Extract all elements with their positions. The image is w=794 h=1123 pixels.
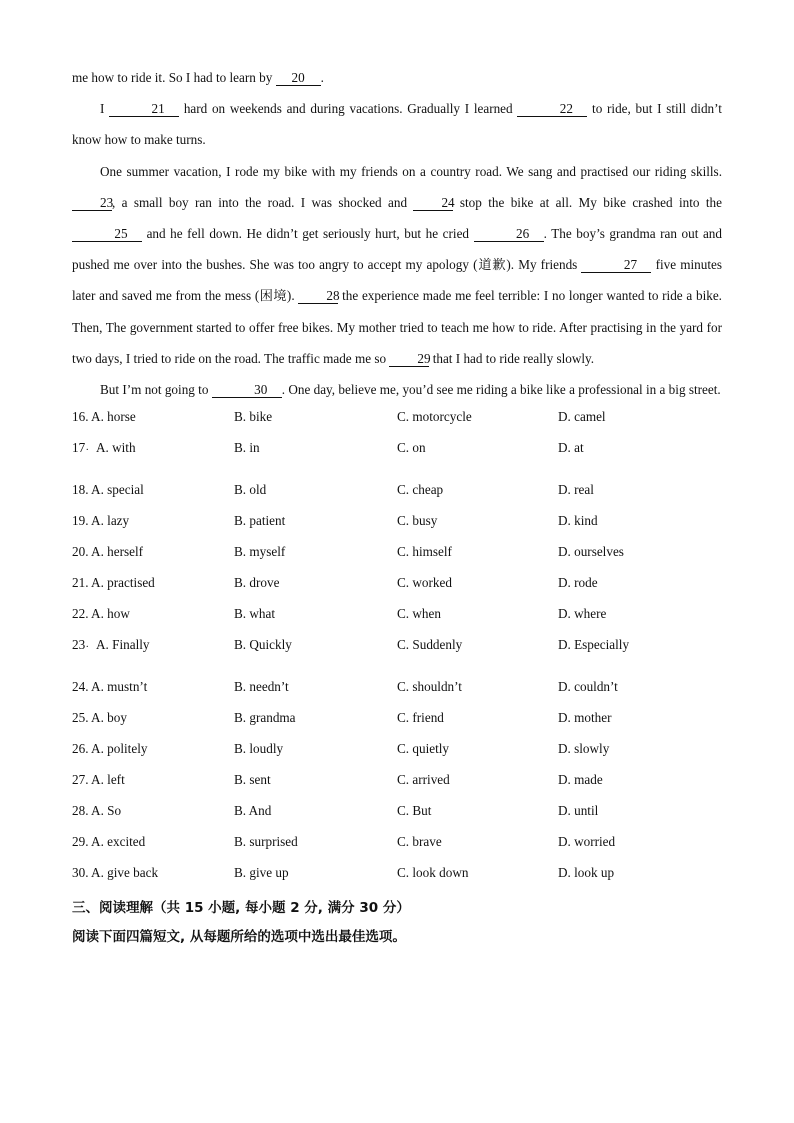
option-b: B. Quickly	[234, 637, 292, 653]
passage-text: to ride, but I still didn’t know how to make turns.	[72, 101, 722, 148]
option-d: D. real	[558, 482, 594, 498]
passage-text: stop the bike at all. My bike crashed into the	[453, 194, 722, 210]
passage-text: , a small boy ran into the road. I was shocked and	[112, 194, 414, 210]
option-d: D. look up	[558, 865, 615, 881]
blank-22: 22	[517, 101, 587, 117]
passage-text: . The boy’s grandma ran out and pushed me over into the bushes. She was too angry to accept my apology (道歉). My friends	[72, 226, 722, 273]
option-a: 28. A. So	[72, 803, 122, 819]
option-c: C. busy	[397, 513, 438, 529]
question-number: 17	[72, 440, 86, 456]
option-b: B. bike	[234, 409, 273, 425]
passage-paragraph-1	[72, 62, 722, 93]
question-number: 23	[72, 637, 86, 653]
option-a: 22. A. how	[72, 606, 130, 622]
option-b: B. needn’t	[234, 679, 289, 695]
option-c: C. But	[397, 803, 432, 819]
option-b: B. myself	[234, 544, 286, 560]
section-title: 三、阅读理解（共 15 小题, 每小题 2 分, 满分 30 分）	[72, 900, 410, 917]
option-a: 27. A. left	[72, 772, 125, 788]
option-a: 29. A. excited	[72, 834, 146, 850]
question-row-27	[72, 770, 722, 801]
option-c: C. himself	[397, 544, 452, 560]
blank-29: 29	[389, 351, 429, 367]
option-a: A. with	[96, 440, 136, 456]
option-a: 18. A. special	[72, 482, 144, 498]
option-a: 16. A. horse	[72, 409, 136, 425]
passage-paragraph-3	[72, 156, 722, 374]
question-row-19	[72, 511, 722, 542]
option-d: D. mother	[558, 710, 612, 726]
answer-options	[72, 407, 722, 894]
section-instruction: 阅读下面四篇短文, 从每题所给的选项中选出最佳选项。	[72, 929, 406, 946]
option-d: D. until	[558, 803, 599, 819]
option-a: 24. A. mustn’t	[72, 679, 148, 695]
option-d: D. camel	[558, 409, 606, 425]
passage-text: hard on weekends and during vacations. Gradually I learned	[179, 101, 518, 117]
option-b: B. drove	[234, 575, 280, 591]
document-page	[72, 62, 722, 952]
blank-26: 26	[474, 226, 544, 242]
passage-paragraph-2	[72, 93, 722, 155]
question-row-21	[72, 573, 722, 604]
blank-27: 27	[581, 257, 651, 273]
question-row-28	[72, 801, 722, 832]
option-c: C. on	[397, 440, 426, 456]
option-d: D. slowly	[558, 741, 610, 757]
question-row-24	[72, 677, 722, 708]
blank-25: 25	[72, 226, 142, 242]
option-a: 19. A. lazy	[72, 513, 130, 529]
question-row-25	[72, 708, 722, 739]
option-c: C. shouldn’t	[397, 679, 462, 695]
blank-23: 23	[72, 195, 112, 211]
option-b: B. in	[234, 440, 260, 456]
blank-20: 20	[276, 70, 321, 86]
option-d: D. made	[558, 772, 603, 788]
question-row-29	[72, 832, 722, 863]
passage-text: But I’m not going to	[100, 382, 212, 398]
option-c: C. look down	[397, 865, 469, 881]
blank-28: 28	[298, 288, 338, 304]
option-b: B. surprised	[234, 834, 298, 850]
question-row-26	[72, 739, 722, 770]
option-d: D. rode	[558, 575, 598, 591]
passage-text: . One day, believe me, you’d see me riding a bike like a professional in a big street.	[281, 382, 721, 398]
option-d: D. where	[558, 606, 607, 622]
option-b: B. patient	[234, 513, 286, 529]
option-c: C. brave	[397, 834, 442, 850]
question-mark-dot: .	[86, 639, 89, 651]
option-c: C. when	[397, 606, 441, 622]
blank-21: 21	[109, 101, 179, 117]
option-d: D. kind	[558, 513, 598, 529]
question-row-30	[72, 863, 722, 894]
passage-paragraph-4	[72, 374, 722, 405]
question-row-23	[72, 635, 722, 677]
option-c: C. quietly	[397, 741, 450, 757]
passage-text: .	[320, 70, 324, 85]
passage-text: five minutes later and saved me from the mess (困境).	[72, 257, 722, 304]
option-d: D. Especially	[558, 637, 630, 653]
question-row-20	[72, 542, 722, 573]
option-b: B. give up	[234, 865, 289, 881]
passage-text: the experience made me feel terrible: I no longer wanted to ride a bike. Then, The government started to offer free bikes. My mother tried to teach me how to ride. After practising in the yard for two days, I tried to ride on the road. The traffic made me so	[72, 288, 722, 366]
option-d: D. worried	[558, 834, 616, 850]
option-b: B. grandma	[234, 710, 296, 726]
question-row-22	[72, 604, 722, 635]
option-d: D. ourselves	[558, 544, 624, 560]
passage-text: One summer vacation, I rode my bike with my friends on a country road. We sang and practised our riding skills.	[100, 163, 722, 179]
option-a: 20. A. herself	[72, 544, 144, 560]
option-a: 26. A. politely	[72, 741, 148, 757]
option-b: B. loudly	[234, 741, 284, 757]
question-row-16	[72, 407, 722, 438]
option-c: C. arrived	[397, 772, 450, 788]
option-d: D. at	[558, 440, 584, 456]
option-c: C. friend	[397, 710, 444, 726]
passage-text: me how to ride it. So I had to learn by	[72, 70, 276, 85]
option-b: B. And	[234, 803, 272, 819]
passage-text: that I had to ride really slowly.	[429, 350, 595, 366]
blank-30: 30	[212, 382, 282, 398]
option-a: 30. A. give back	[72, 865, 159, 881]
question-row-17	[72, 438, 722, 480]
passage-text: and he fell down. He didn’t get seriously hurt, but he cried	[142, 226, 474, 242]
option-d: D. couldn’t	[558, 679, 618, 695]
option-b: B. sent	[234, 772, 271, 788]
option-b: B. old	[234, 482, 267, 498]
option-a: 25. A. boy	[72, 710, 127, 726]
blank-24: 24	[413, 195, 453, 211]
option-b: B. what	[234, 606, 276, 622]
option-c: C. Suddenly	[397, 637, 463, 653]
question-mark-dot: .	[86, 442, 89, 454]
passage-text: I	[100, 101, 110, 117]
question-row-18	[72, 480, 722, 511]
option-c: C. cheap	[397, 482, 444, 498]
option-c: C. motorcycle	[397, 409, 472, 425]
option-c: C. worked	[397, 575, 452, 591]
option-a: 21. A. practised	[72, 575, 155, 591]
option-a: A. Finally	[96, 637, 150, 653]
